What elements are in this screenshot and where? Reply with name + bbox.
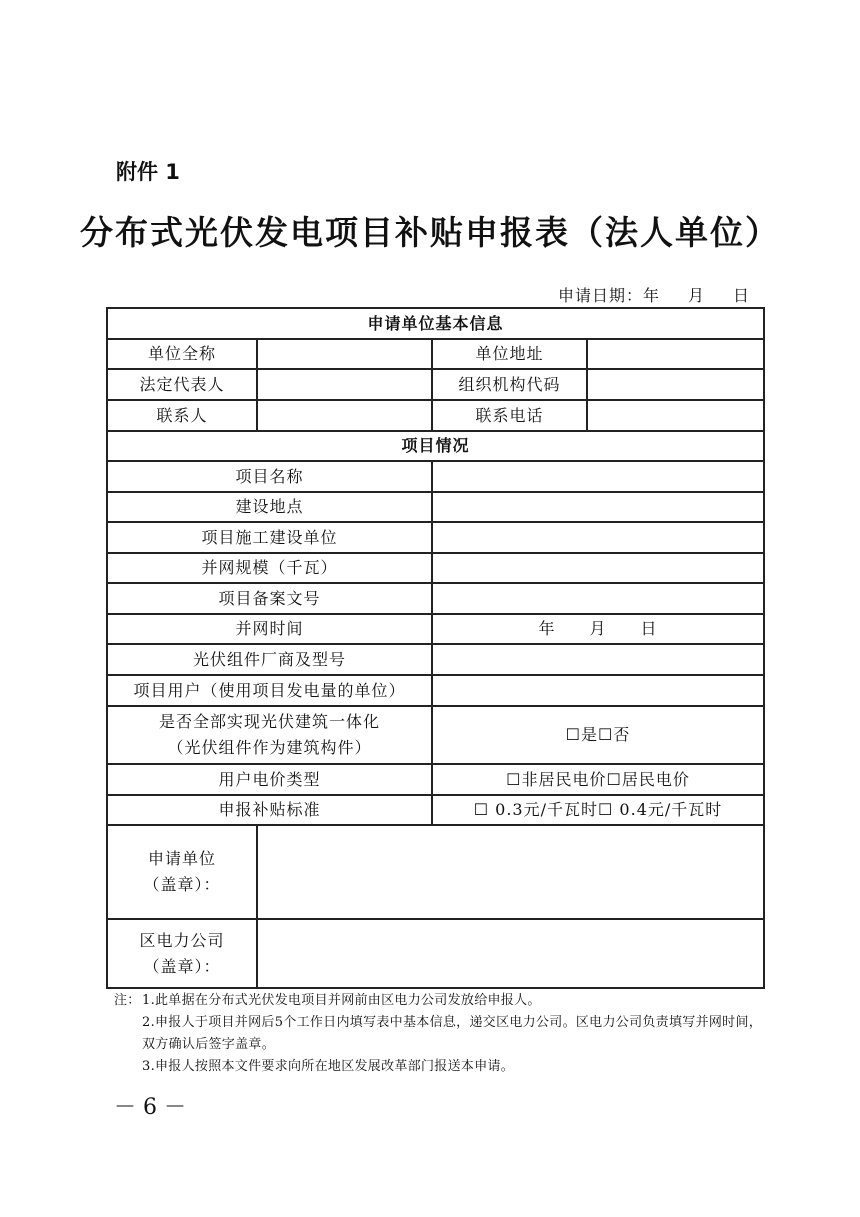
bipv-options[interactable]: ☐是☐否 [432,706,764,764]
date-year: 年 [642,286,660,305]
power-company-line1: 区电力公司 [139,930,225,950]
org-code-label: 组织机构代码 [432,369,587,400]
applicant-seal-area[interactable] [257,825,764,919]
footnote-prefix [114,1056,142,1078]
project-section-header: 项目情况 [107,431,764,461]
project-user-field[interactable] [432,675,764,706]
footnote-text: 1.此单据在分布式光伏发电项目并网前由区电力公司发放给申报人。 [142,993,541,1008]
bipv-label [107,706,432,764]
unit-name-label: 单位全称 [107,339,257,369]
project-name-field[interactable] [432,461,764,492]
bipv-label-line1: 是否全部实现光伏建筑一体化 [158,712,380,732]
grid-time-label: 并网时间 [107,614,432,644]
price-type-label: 用户电价类型 [107,764,432,795]
footnote-1 [114,990,764,1012]
basic-info-section-header: 申请单位基本信息 [107,308,764,339]
power-company-seal-label [107,919,257,988]
contact-label: 联系人 [107,400,257,431]
bipv-label-line2: （光伏组件作为建筑构件） [167,738,372,757]
footnote-text: 2.申报人于项目并网后5个工作日内填写表中基本信息，递交区电力公司。区电力公司负责填写并网时间，双方确认后签字盖章。 [142,1015,763,1052]
org-code-field[interactable] [587,369,764,400]
attachment-label: 附件 1 [116,160,180,184]
date-label: 申请日期： [557,286,643,305]
power-company-seal-area[interactable] [257,919,764,988]
footnote-text: 3.申报人按照本文件要求向所在地区发展改革部门报送本申请。 [142,1059,515,1074]
record-no-field[interactable] [432,583,764,614]
form-title: 分布式光伏发电项目补贴申报表（法人单位） [80,213,780,252]
footnote-prefix: 注： [114,993,141,1008]
grid-scale-field[interactable] [432,553,764,583]
applicant-line1: 申请单位 [147,849,216,869]
grid-scale-label: 并网规模（千瓦） [107,553,432,583]
subsidy-standard-label: 申报补贴标准 [107,795,432,825]
project-user-label: 项目用户（使用项目发电量的单位） [107,675,432,706]
power-company-line2: （盖章）： [143,956,221,976]
footnotes [114,990,764,1078]
page-number: － 6 － [114,1095,186,1120]
unit-address-field[interactable] [587,339,764,369]
location-field[interactable] [432,492,764,522]
module-vendor-label: 光伏组件厂商及型号 [107,644,432,675]
phone-field[interactable] [587,400,764,431]
footnote-3 [114,1056,764,1078]
date-month: 月 [687,286,705,305]
unit-name-field[interactable] [257,339,432,369]
contractor-label: 项目施工建设单位 [107,522,432,553]
application-form-table [106,307,765,989]
application-date [558,283,750,306]
contact-field[interactable] [257,400,432,431]
applicant-line2: （盖章）： [143,875,221,894]
record-no-label: 项目备案文号 [107,583,432,614]
footnote-prefix [114,1012,142,1056]
location-label: 建设地点 [107,492,432,522]
phone-label: 联系电话 [432,400,587,431]
legal-rep-label: 法定代表人 [107,369,257,400]
subsidy-standard-options[interactable]: ☐ 0.3元/千瓦时☐ 0.4元/千瓦时 [432,795,764,825]
price-type-options[interactable]: ☐非居民电价☐居民电价 [432,764,764,795]
applicant-seal-label [107,825,257,919]
grid-time-field[interactable]: 年 月 日 [432,614,764,644]
footnote-2 [114,1012,764,1056]
unit-address-label: 单位地址 [432,339,587,369]
date-day: 日 [732,286,750,305]
project-name-label: 项目名称 [107,461,432,492]
contractor-field[interactable] [432,522,764,553]
legal-rep-field[interactable] [257,369,432,400]
module-vendor-field[interactable] [432,644,764,675]
